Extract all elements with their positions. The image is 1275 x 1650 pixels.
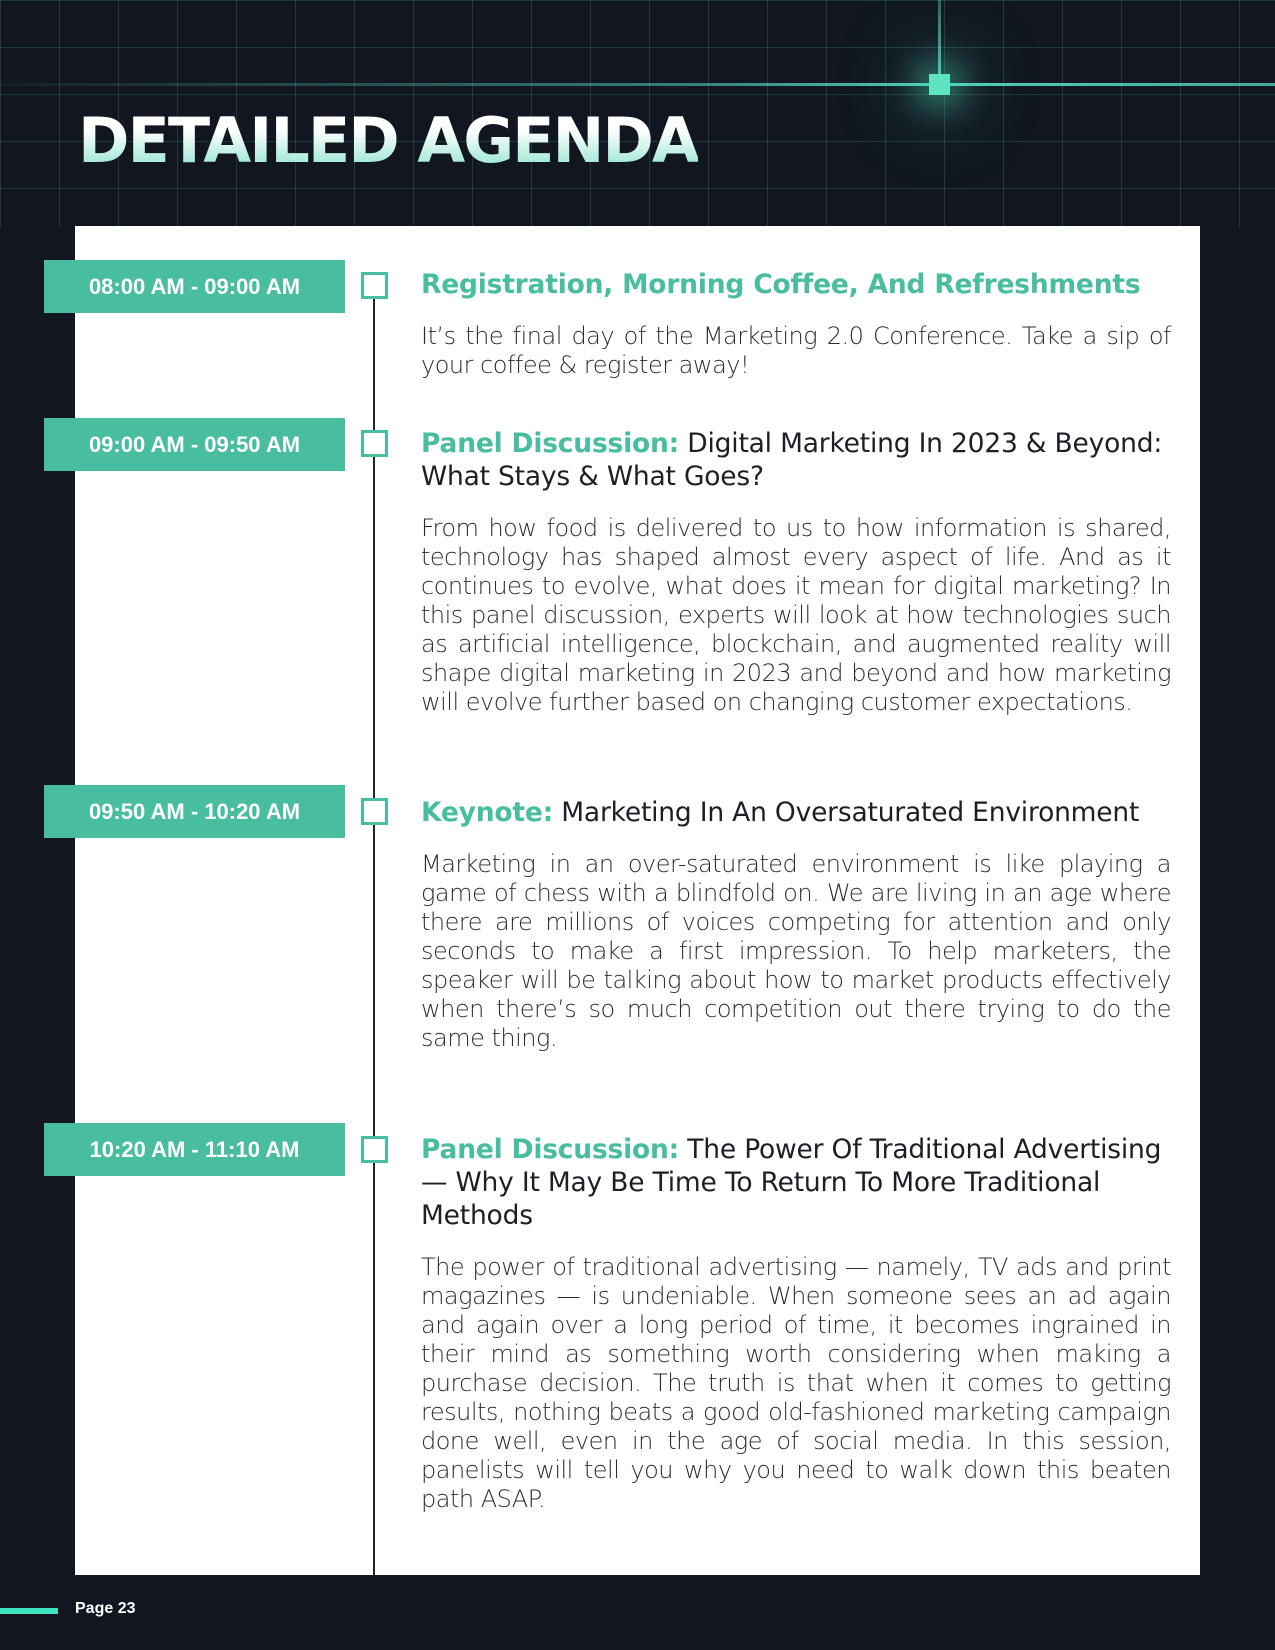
session-kind: Panel Discussion: xyxy=(421,428,680,459)
time-badge: 09:00 AM - 09:50 AM xyxy=(44,418,345,471)
session-kind: Registration, Morning Coffee, And Refreshments xyxy=(421,269,1141,300)
timeline-marker-icon xyxy=(361,798,388,825)
agenda-item xyxy=(421,427,1171,717)
session-description: Marketing in an over-saturated environment is like playing a game of chess with a blindfold on. We are living in an age where there are millions of voices competing for attention and only seconds to make a first impression. To help marketers, the speaker will be talking about how to market products effectively when there’s so much competition out there trying to do the same thing. xyxy=(421,850,1171,1052)
header-banner xyxy=(0,0,1275,226)
time-badge: 10:20 AM - 11:10 AM xyxy=(44,1123,345,1176)
session-title-text: The Power Of Traditional Advertising — Why It May Be Time To Return To More Traditional Methods xyxy=(421,1134,1162,1231)
agenda-item xyxy=(421,268,1171,380)
session-title xyxy=(421,268,1171,301)
timeline-marker-icon xyxy=(361,1136,388,1163)
glow-horizontal-line xyxy=(0,83,1275,86)
session-description: It’s the final day of the Marketing 2.0 Conference. Take a sip of your coffee & register away! xyxy=(421,322,1171,379)
session-title xyxy=(421,1133,1171,1232)
page-number: Page 23 xyxy=(75,1600,136,1617)
page-title: DETAILED AGENDA xyxy=(78,104,698,177)
session-description: From how food is delivered to us to how information is shared, technology has shaped almost every aspect of life. And as it continues to evolve, what does it mean for digital marketing? In this panel discussion, experts will look at how technologies such as artificial intelligence, blockchain, and augmented reality will shape digital marketing in 2023 and beyond and how marketing will evolve further based on changing customer expectations. xyxy=(421,514,1171,716)
time-badge: 08:00 AM - 09:00 AM xyxy=(44,260,345,313)
session-title-text: Marketing In An Oversaturated Environment xyxy=(553,797,1140,828)
session-title xyxy=(421,427,1171,493)
session-kind: Panel Discussion: xyxy=(421,1134,680,1165)
session-title xyxy=(421,796,1171,829)
timeline-marker-icon xyxy=(361,272,388,299)
session-kind: Keynote: xyxy=(421,797,554,828)
footer-accent-line xyxy=(0,1608,58,1614)
timeline-line xyxy=(373,285,375,1575)
agenda-item xyxy=(421,1133,1171,1514)
time-badge: 09:50 AM - 10:20 AM xyxy=(44,785,345,838)
timeline-marker-icon xyxy=(361,430,388,457)
session-title-text: Digital Marketing In 2023 & Beyond: What Stays & What Goes? xyxy=(421,428,1163,492)
glow-square-icon xyxy=(929,74,950,95)
agenda-item xyxy=(421,796,1171,1053)
session-description: The power of traditional advertising — namely, TV ads and print magazines — is undeniable. When someone sees an ad again and again over a long period of time, it becomes ingrained in their mind as something worth considering when making a purchase decision. The truth is that when it comes to getting results, nothing beats a good old-fashioned marketing campaign done well, even in the age of social media. In this session, panelists will tell you why you need to walk down this beaten path ASAP. xyxy=(421,1253,1171,1513)
